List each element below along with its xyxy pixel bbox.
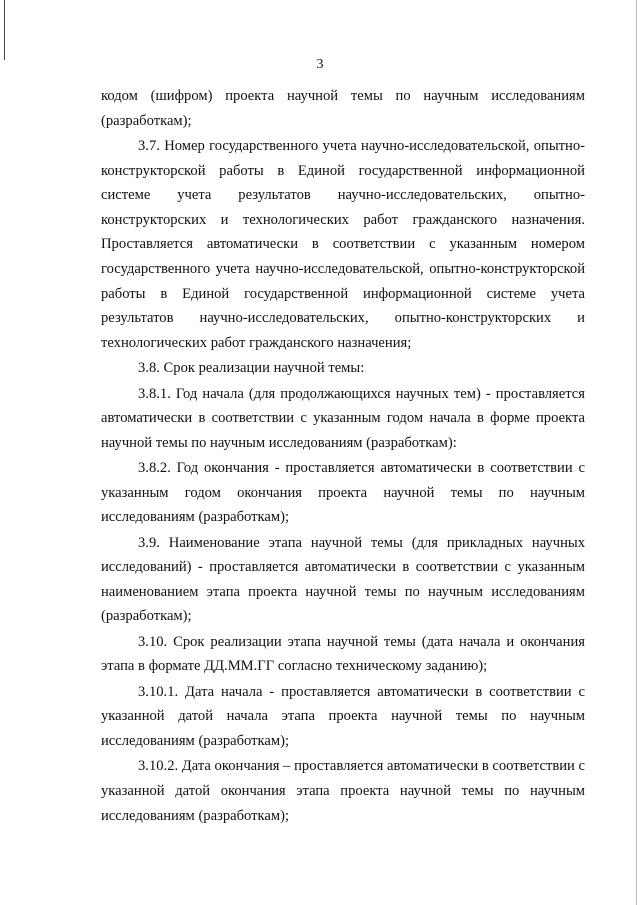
paragraph-3-8-2: 3.8.2. Год окончания - проставляется автоматически в соответствии с указанным годом окончания проекта научной темы по научным исследованиям (разработкам);	[101, 460, 585, 526]
paragraph-3-10: 3.10. Срок реализации этапа научной темы (дата начала и окончания этапа в формате ДД.ММ.ГГ согласно техническому заданию);	[101, 633, 585, 675]
page-number: 3	[316, 57, 324, 72]
paragraph-3-7: 3.7. Номер государственного учета научно-исследовательской, опытно-конструкторской работы в Единой государственной информационной системе учета результатов научно-исследовательских, опытно-конструкторских и технологических работ гражданского назначения. Проставляется автоматически в соответствии с указанным номером государственного учета научно-исследовательской, опытно-конструкторской работы в Единой государственной информационной системе учета результатов научно-исследовательских, опытно-конструкторских и технологических работ гражданского назначения;	[101, 137, 585, 351]
scan-edge-right	[636, 0, 637, 905]
document-body	[101, 84, 585, 828]
scan-edge-left	[4, 0, 5, 60]
paragraph-3-10-1: 3.10.1. Дата начала - проставляется автоматически в соответствии с указанной датой начала этапа проекта научной темы по научным исследованиям (разработкам);	[101, 683, 585, 750]
paragraph-3-8: 3.8. Срок реализации научной темы:	[138, 360, 365, 377]
paragraph-3-10-2: 3.10.2. Дата окончания – проставляется автоматически в соответствии с указанной датой окончания этапа проекта научной темы по научным исследованиям (разработкам);	[101, 758, 585, 824]
paragraph-continuation: кодом (шифром) проекта научной темы по научным исследованиям (разработкам);	[101, 88, 585, 129]
paragraph-3-8-1: 3.8.1. Год начала (для продолжающихся научных тем) - проставляется автоматически в соответствии с указанным годом начала в форме проекта научной темы по научным исследованиям (разработкам):	[101, 385, 585, 451]
paragraph-3-9: 3.9. Наименование этапа научной темы (для прикладных научных исследований) - проставляется автоматически в соответствии с указанным наименованием этапа проекта научной темы по научным исследованиям (разработкам);	[101, 534, 585, 625]
